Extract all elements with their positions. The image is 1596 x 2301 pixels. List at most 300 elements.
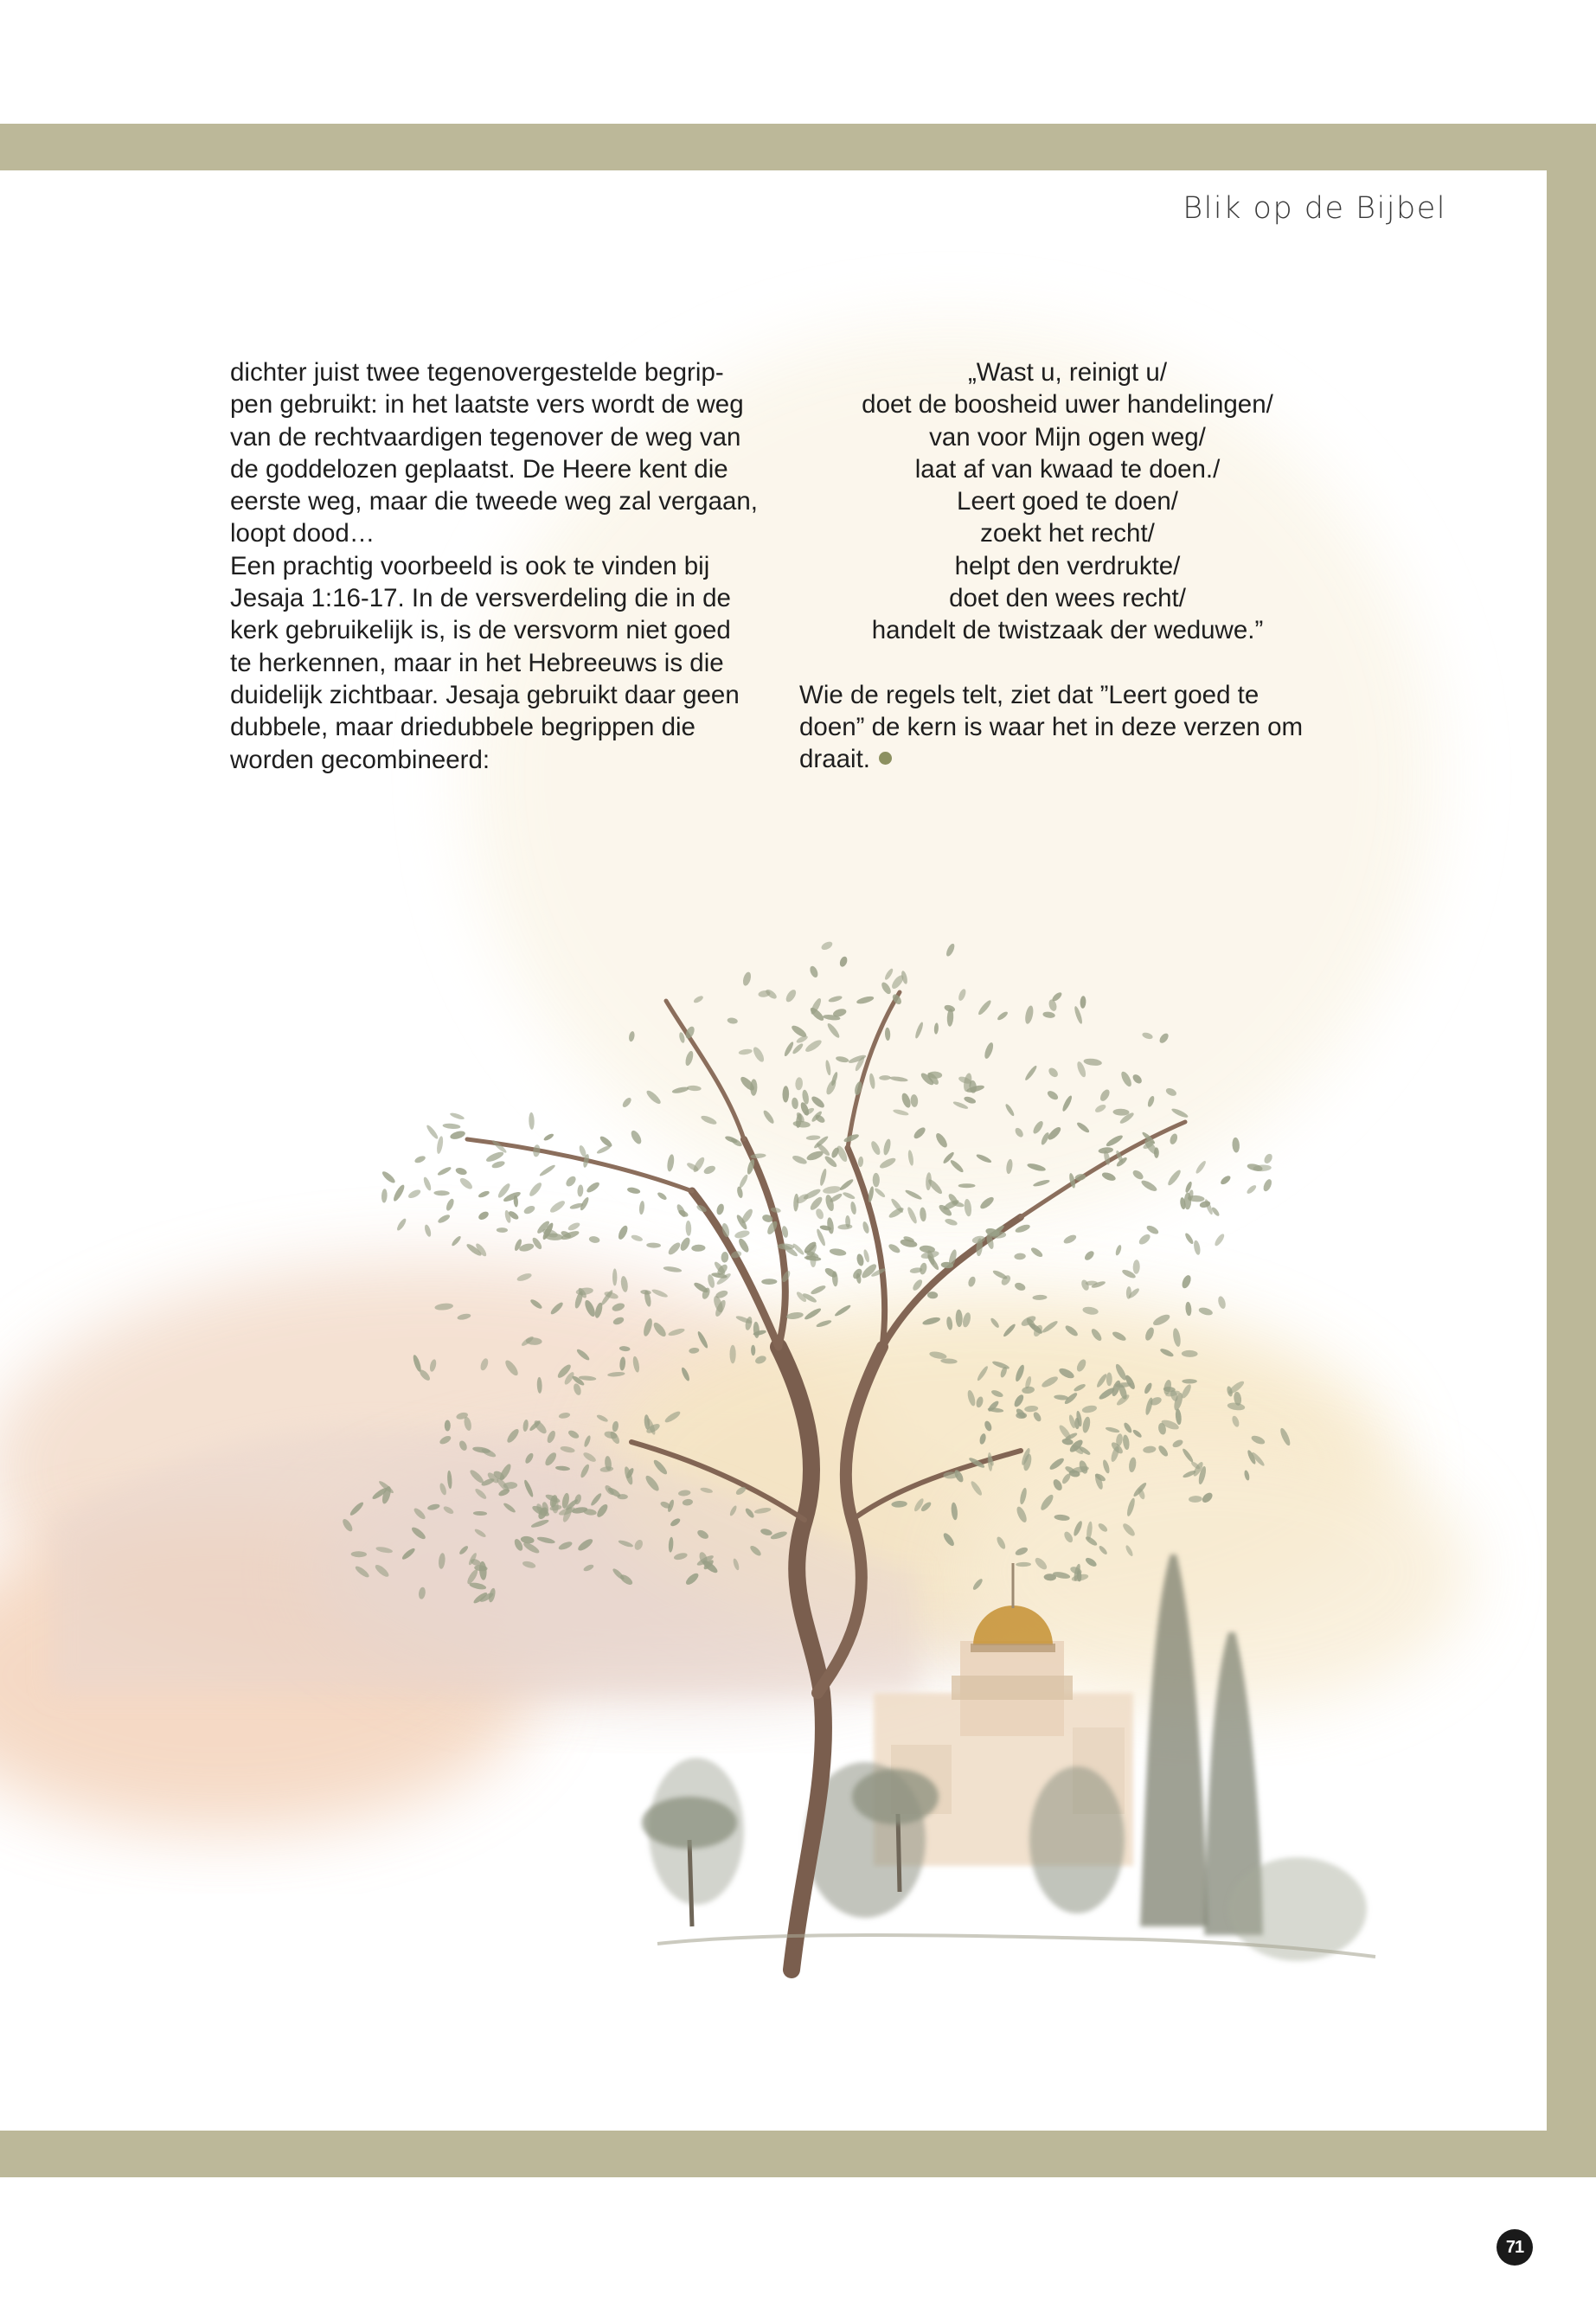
olive-leaf	[740, 1208, 754, 1225]
olive-tree-illustration	[0, 170, 1547, 2131]
olive-leaf	[1014, 1126, 1025, 1138]
olive-leaf	[822, 1185, 841, 1195]
olive-leaf	[815, 1228, 826, 1247]
olive-leaf	[684, 1050, 695, 1067]
olive-leaf	[497, 1227, 508, 1233]
olive-leaf	[1075, 1358, 1088, 1374]
olive-leaf	[912, 1125, 926, 1140]
olive-leaf	[567, 1221, 580, 1233]
olive-leaf	[434, 1303, 453, 1311]
olive-leaf	[351, 1551, 368, 1557]
verse-line: van voor Mijn ogen weg/	[929, 422, 1206, 452]
olive-leaf	[1097, 1522, 1109, 1533]
olive-leaf	[880, 981, 893, 996]
olive-leaf	[536, 1535, 555, 1544]
olive-leaf	[732, 1558, 740, 1571]
olive-leaf	[810, 1284, 827, 1296]
olive-leaf	[785, 1311, 804, 1320]
olive-leaf	[907, 1150, 914, 1166]
body-line: van de rechtvaardigen tegenover de weg van	[230, 422, 741, 452]
olive-leaf	[849, 1201, 857, 1215]
olive-leaf	[1074, 1005, 1084, 1024]
olive-leaf	[1219, 1174, 1232, 1186]
olive-leaf	[1101, 1171, 1117, 1183]
olive-leaf	[934, 1131, 950, 1149]
olive-leaf	[702, 1164, 716, 1176]
olive-leaf	[1064, 1324, 1080, 1337]
olive-leaf	[425, 1124, 439, 1140]
olive-leaf	[967, 1276, 977, 1288]
olive-leaf	[1169, 1132, 1179, 1145]
olive-leaf	[503, 1358, 520, 1377]
olive-leaf	[1014, 1253, 1026, 1259]
olive-leaf	[1047, 1066, 1060, 1079]
olive-leaf	[1189, 1496, 1202, 1503]
olive-leaf	[633, 1538, 644, 1551]
body-line: Een prachtig voorbeeld is ook te vinden bij	[230, 551, 710, 580]
olive-leaf	[749, 1544, 763, 1557]
olive-leaf	[567, 1429, 580, 1440]
olive-leaf	[621, 1096, 633, 1108]
body-line: Wie de regels telt, ziet dat ”Leert goed te	[799, 680, 1259, 709]
olive-leaf	[1057, 1424, 1073, 1441]
olive-leaf	[691, 1245, 705, 1253]
olive-leaf	[1058, 1367, 1076, 1381]
olive-leaf	[888, 1242, 901, 1254]
olive-leaf	[1095, 1373, 1108, 1388]
olive-leaf	[914, 1022, 925, 1040]
right-frame-band	[1547, 124, 1596, 2177]
olive-leaf	[374, 1563, 391, 1579]
olive-leaf	[730, 1345, 736, 1363]
olive-leaf	[558, 1412, 570, 1420]
olive-leaf	[612, 1567, 626, 1581]
olive-leaf	[548, 1199, 567, 1215]
olive-leaf	[1124, 1374, 1137, 1390]
olive-leaf	[1054, 1514, 1070, 1522]
olive-leaf	[927, 1292, 939, 1299]
olive-leaf	[754, 1507, 772, 1515]
olive-leaf	[893, 1108, 909, 1117]
body-line: kerk gebruikelijk is, is de versvorm niet goed	[230, 616, 731, 645]
olive-leaf	[1182, 1379, 1197, 1383]
olive-leaf	[856, 995, 875, 1005]
olive-leaf	[1121, 1522, 1137, 1537]
olive-leaf	[349, 1501, 365, 1517]
olive-leaf	[728, 1504, 738, 1516]
olive-leaf	[978, 1433, 987, 1445]
olive-leaf	[1094, 1103, 1107, 1114]
body-line: loopt dood…	[230, 519, 375, 548]
olive-leaf	[856, 1253, 864, 1266]
olive-leaf	[418, 1586, 426, 1599]
olive-leaf	[381, 1170, 396, 1184]
olive-leaf	[1193, 1240, 1202, 1255]
olive-leaf	[446, 1471, 452, 1490]
olive-leaf	[1005, 1158, 1013, 1174]
olive-leaf	[874, 1187, 887, 1198]
olive-leaf	[783, 1041, 795, 1057]
olive-leaf	[1084, 1556, 1098, 1568]
olive-leaf	[522, 1204, 536, 1215]
olive-leaf	[1279, 1427, 1292, 1447]
olive-leaf	[1195, 1160, 1208, 1176]
olive-leaf	[577, 1184, 584, 1196]
olive-leaf	[1033, 1556, 1048, 1572]
olive-leaf	[588, 1235, 600, 1244]
olive-leaf	[838, 1178, 854, 1192]
olive-leaf	[829, 1247, 847, 1257]
olive-leaf	[617, 1494, 628, 1499]
olive-leaf	[439, 1434, 452, 1445]
olive-leaf	[1250, 1434, 1266, 1446]
olive-leaf	[949, 1158, 965, 1174]
olive-leaf	[1041, 1319, 1059, 1334]
olive-leaf	[442, 1505, 454, 1516]
olive-leaf	[612, 1316, 625, 1326]
olive-leaf	[1232, 1138, 1240, 1153]
olive-leaf	[1158, 1032, 1170, 1045]
olive-leaf	[1012, 1394, 1025, 1408]
olive-leaf	[422, 1176, 433, 1192]
olive-leaf	[439, 1483, 447, 1497]
bottom-frame-band	[0, 2131, 1596, 2177]
verse-line: doet den wees recht/	[949, 584, 1186, 613]
magazine-page	[0, 170, 1547, 2257]
olive-leaf	[700, 1487, 714, 1494]
olive-leaf	[792, 1097, 799, 1109]
olive-leaf	[784, 988, 798, 1003]
olive-leaf	[945, 943, 956, 958]
olive-leaf	[1181, 1447, 1194, 1464]
olive-leaf	[651, 1288, 669, 1299]
olive-leaf	[375, 1546, 394, 1554]
olive-leaf	[629, 1129, 643, 1145]
olive-leaf	[437, 1165, 452, 1176]
olive-leaf	[596, 1413, 609, 1423]
olive-leaf	[543, 1451, 558, 1467]
olive-leaf	[715, 1203, 725, 1216]
olive-leaf	[970, 1480, 984, 1497]
verse-line: doet de boosheid uwer handelingen/	[862, 390, 1273, 420]
olive-leaf	[945, 1317, 953, 1330]
olive-leaf	[727, 1017, 738, 1025]
olive-leaf	[580, 1463, 591, 1478]
olive-leaf	[1132, 1259, 1140, 1274]
olive-leaf	[458, 1545, 470, 1556]
olive-leaf	[1157, 1444, 1170, 1458]
olive-leaf	[663, 1409, 682, 1424]
olive-leaf	[987, 1452, 993, 1471]
olive-leaf	[1159, 1347, 1175, 1358]
olive-leaf	[381, 1189, 388, 1203]
body-line: Jesaja 1:16-17. In de versverdeling die in de	[230, 584, 731, 613]
olive-leaf	[1227, 1401, 1246, 1411]
olive-leaf	[1172, 1328, 1182, 1348]
olive-leaf	[792, 1154, 808, 1166]
olive-leaf	[1098, 1545, 1108, 1556]
olive-leaf	[1125, 1497, 1136, 1517]
olive-leaf	[753, 1322, 760, 1338]
olive-leaf	[1019, 1487, 1028, 1504]
olive-leaf	[558, 1540, 574, 1551]
olive-leaf	[667, 1240, 683, 1256]
olive-leaf	[820, 940, 834, 952]
olive-leaf	[1164, 1086, 1177, 1097]
olive-leaf	[503, 1502, 516, 1514]
olive-leaf	[1231, 1415, 1240, 1428]
olive-leaf	[782, 1086, 789, 1102]
olive-leaf	[1112, 1330, 1127, 1343]
olive-leaf	[671, 1086, 689, 1094]
olive-leaf	[1131, 1073, 1144, 1085]
olive-leaf	[1081, 1404, 1098, 1413]
olive-leaf	[933, 1022, 939, 1035]
olive-leaf	[668, 1537, 674, 1553]
olive-leaf	[963, 1095, 977, 1105]
olive-leaf	[837, 1224, 852, 1230]
top-frame-band	[0, 124, 1596, 170]
section-label: Blik op de Bijbel	[1183, 191, 1446, 226]
olive-leaf	[685, 1221, 691, 1236]
olive-leaf	[971, 1578, 984, 1592]
olive-leaf	[407, 1188, 422, 1200]
olive-leaf	[736, 1186, 744, 1199]
olive-leaf	[904, 1189, 922, 1201]
olive-leaf	[1015, 1505, 1029, 1523]
olive-leaf	[532, 1144, 541, 1157]
olive-leaf	[1123, 1421, 1133, 1434]
olive-leaf	[473, 1528, 486, 1539]
olive-leaf	[1185, 1302, 1192, 1317]
olive-leaf	[1213, 1233, 1226, 1247]
olive-leaf	[449, 1112, 465, 1120]
olive-leaf	[642, 1317, 654, 1337]
olive-leaf	[1131, 1169, 1145, 1182]
olive-leaf	[906, 1206, 918, 1224]
body-line-text: draait.	[799, 745, 870, 774]
olive-leaf	[401, 1547, 416, 1561]
olive-leaf	[1075, 1121, 1090, 1134]
olive-leaf	[1029, 1246, 1044, 1259]
olive-leaf	[530, 1518, 549, 1529]
olive-leaf	[607, 1371, 625, 1377]
olive-leaf	[1146, 1095, 1155, 1108]
olive-leaf	[689, 1347, 700, 1354]
olive-leaf	[958, 1183, 976, 1188]
olive-leaf	[858, 1157, 864, 1168]
body-line: de goddelozen geplaatst. De Heere kent die	[230, 454, 728, 484]
olive-leaf	[1105, 1426, 1120, 1434]
olive-leaf	[804, 1307, 823, 1322]
verse-line: Leert goed te doen/	[957, 487, 1178, 516]
olive-leaf	[618, 1539, 634, 1548]
olive-leaf	[678, 1236, 691, 1253]
olive-leaf	[1016, 1412, 1027, 1419]
olive-leaf	[878, 1156, 897, 1170]
olive-leaf	[1022, 1386, 1035, 1394]
olive-leaf	[1151, 1312, 1171, 1327]
olive-leaf	[531, 1236, 544, 1251]
olive-leaf	[522, 1420, 529, 1433]
olive-leaf	[879, 1075, 891, 1080]
olive-leaf	[990, 1389, 1004, 1399]
olive-leaf	[770, 1530, 788, 1541]
olive-leaf	[1083, 1058, 1102, 1067]
olive-leaf	[491, 1160, 506, 1170]
olive-leaf	[809, 965, 820, 978]
olive-leaf	[1090, 1327, 1104, 1343]
olive-leaf	[1080, 996, 1086, 1009]
olive-leaf	[815, 1208, 825, 1221]
olive-leaf	[445, 1198, 455, 1212]
olive-leaf	[670, 1517, 682, 1528]
olive-leaf	[536, 1377, 542, 1394]
olive-leaf	[882, 1138, 892, 1156]
olive-leaf	[611, 1302, 625, 1313]
olive-leaf	[1201, 1490, 1215, 1504]
olive-leaf	[1015, 1223, 1031, 1234]
olive-leaf	[473, 1511, 487, 1516]
olive-leaf	[678, 1490, 691, 1497]
olive-leaf	[869, 1073, 876, 1089]
olive-leaf	[529, 1112, 535, 1130]
olive-leaf	[977, 999, 992, 1016]
olive-leaf	[651, 1321, 668, 1339]
olive-leaf	[583, 1435, 592, 1448]
verse-line: helpt den verdrukte/	[954, 551, 1181, 580]
olive-leaf	[1263, 1152, 1274, 1164]
olive-leaf	[834, 1304, 852, 1317]
olive-leaf	[828, 995, 843, 1003]
olive-leaf	[1081, 1416, 1091, 1433]
olive-leaf	[1048, 1457, 1066, 1472]
olive-leaf	[546, 1430, 557, 1445]
olive-leaf	[412, 1354, 423, 1372]
olive-leaf	[1084, 1535, 1098, 1547]
olive-leaf	[582, 1451, 598, 1464]
olive-leaf	[862, 1221, 870, 1234]
body-line: te herkennen, maar in het Hebreeuws is die	[230, 648, 724, 677]
olive-leaf	[1131, 1428, 1143, 1439]
olive-leaf	[1105, 1133, 1124, 1148]
olive-leaf	[1042, 1011, 1055, 1019]
olive-leaf	[646, 1242, 661, 1248]
olive-leaf	[1023, 1065, 1038, 1082]
olive-leaf	[838, 956, 849, 968]
olive-leaf	[582, 1563, 594, 1573]
olive-leaf	[395, 1217, 407, 1232]
olive-leaf	[644, 1474, 661, 1493]
olive-leaf	[1184, 1232, 1195, 1245]
olive-leaf	[628, 1031, 635, 1042]
olive-leaf	[952, 1100, 969, 1111]
olive-leaf	[583, 1298, 597, 1317]
olive-leaf	[1246, 1183, 1258, 1195]
olive-leaf	[1171, 1439, 1184, 1449]
olive-leaf	[433, 1190, 450, 1195]
olive-leaf	[474, 1487, 488, 1500]
olive-leaf	[631, 1234, 644, 1242]
olive-leaf	[1143, 1381, 1153, 1394]
olive-leaf	[1140, 1178, 1158, 1193]
olive-leaf	[1039, 1493, 1055, 1512]
olive-leaf	[734, 1229, 750, 1240]
olive-leaf	[652, 1458, 670, 1477]
olive-leaf	[760, 1528, 772, 1536]
olive-leaf	[1112, 1108, 1129, 1115]
olive-leaf	[992, 1269, 1009, 1281]
olive-leaf	[663, 1266, 682, 1273]
olive-leaf	[1143, 1445, 1157, 1454]
olive-leaf	[751, 1345, 755, 1356]
body-line: duidelijk zichtbaar. Jesaja gebruikt daar geen	[230, 680, 740, 709]
olive-leaf	[341, 1517, 354, 1533]
olive-leaf	[438, 1553, 445, 1569]
olive-leaf	[869, 1140, 881, 1157]
olive-leaf	[599, 1466, 613, 1473]
verse-line: „Wast u, reinigt u/	[967, 358, 1168, 387]
olive-leaf	[1041, 1375, 1060, 1389]
olive-leaf	[926, 1172, 933, 1190]
olive-leaf	[1073, 1382, 1086, 1393]
olive-leaf	[883, 967, 894, 981]
olive-leaf	[957, 988, 967, 1002]
olive-leaf	[354, 1565, 370, 1580]
olive-leaf	[910, 1094, 919, 1107]
olive-leaf	[392, 1183, 407, 1202]
olive-leaf	[620, 1276, 629, 1293]
olive-leaf	[1061, 1094, 1074, 1112]
olive-leaf	[1083, 1249, 1095, 1261]
olive-leaf	[978, 1195, 996, 1211]
body-line: dichter juist twee tegenovergestelde begrip-	[230, 358, 724, 387]
olive-leaf	[612, 1420, 619, 1432]
olive-leaf	[1072, 1520, 1083, 1537]
olive-leaf	[750, 1079, 758, 1096]
olive-leaf	[951, 1502, 958, 1520]
olive-leaf	[738, 1174, 749, 1189]
olive-leaf	[826, 1022, 842, 1039]
olive-leaf	[1138, 1233, 1152, 1247]
olive-leaf	[1262, 1178, 1273, 1193]
olive-leaf	[1144, 1326, 1156, 1342]
olive-leaf	[1122, 1434, 1131, 1450]
olive-leaf	[638, 1201, 644, 1215]
olive-leaf	[1128, 1457, 1137, 1473]
olive-leaf	[1243, 1470, 1250, 1481]
olive-leaf	[1032, 1411, 1042, 1423]
olive-leaf	[842, 1191, 856, 1201]
olive-leaf	[920, 1207, 927, 1221]
olive-leaf	[626, 1186, 640, 1195]
olive-leaf	[1014, 1546, 1029, 1557]
olive-leaf	[891, 1501, 907, 1509]
olive-leaf	[413, 1507, 427, 1522]
olive-leaf	[942, 1531, 957, 1548]
olive-leaf	[929, 1350, 947, 1360]
olive-leaf	[442, 1123, 460, 1130]
olive-leaf	[819, 1168, 828, 1186]
olive-leaf	[1024, 1405, 1039, 1413]
olive-leaf	[529, 1298, 543, 1310]
olive-leaf	[631, 1356, 640, 1373]
olive-leaf	[457, 1313, 471, 1321]
olive-leaf	[1114, 1244, 1122, 1256]
olive-leaf	[617, 1224, 630, 1240]
olive-leaf	[995, 1535, 1007, 1550]
olive-leaf	[1033, 1179, 1051, 1188]
